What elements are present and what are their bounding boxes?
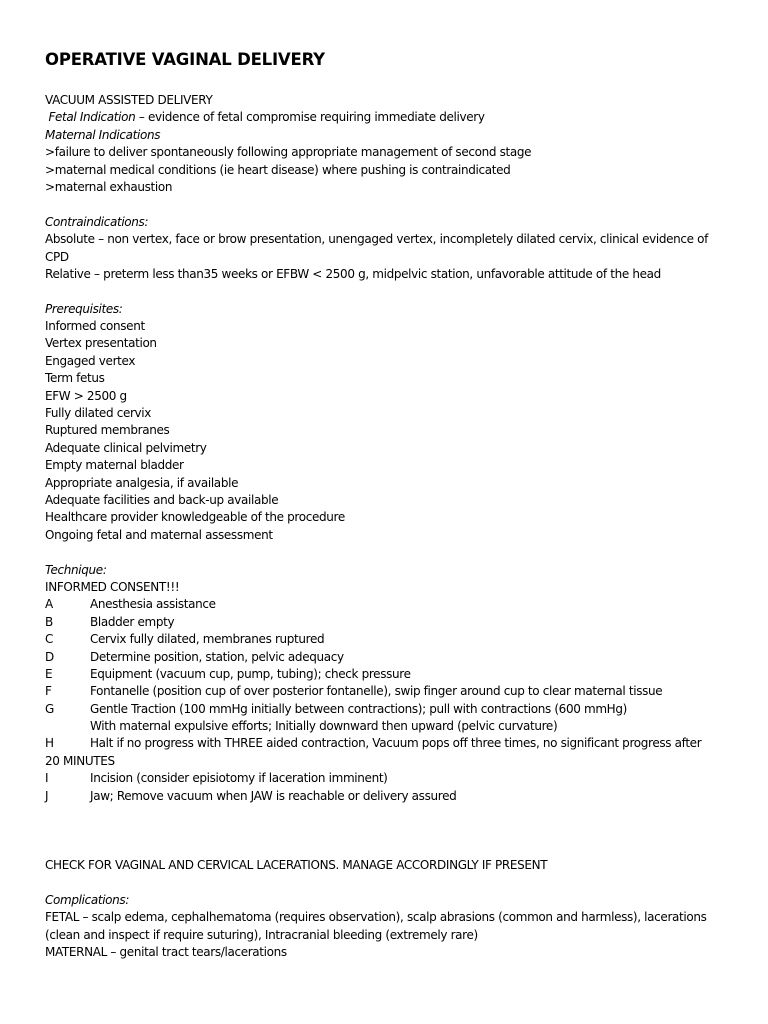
prerequisite-item: Ongoing fetal and maternal assessment bbox=[45, 527, 273, 542]
technique-steps bbox=[45, 596, 745, 805]
prerequisite-item: Adequate clinical pelvimetry bbox=[45, 440, 207, 455]
step-letter: F bbox=[45, 684, 52, 699]
prerequisite-item: Healthcare provider knowledgeable of the procedure bbox=[45, 510, 345, 525]
step-letter bbox=[45, 718, 90, 735]
step-text: Determine position, station, pelvic adequacy bbox=[90, 649, 344, 664]
technique-step bbox=[45, 649, 745, 666]
step-letter: A bbox=[45, 597, 53, 612]
prerequisite-item: Informed consent bbox=[45, 319, 145, 334]
fetal-indication-label: Fetal Indication bbox=[48, 110, 136, 125]
step-letter: C bbox=[45, 632, 54, 647]
step-text: Fontanelle (position cup of over posterior fontanelle), swip finger around cup to clear maternal tissue bbox=[90, 684, 663, 699]
maternal-indication-item: >maternal medical conditions (ie heart disease) where pushing is contraindicated bbox=[45, 162, 511, 177]
prerequisite-item: Appropriate analgesia, if available bbox=[45, 475, 239, 490]
prerequisites-list bbox=[45, 318, 745, 544]
technique-step-overflow: 20 MINUTES bbox=[45, 753, 115, 768]
fetal-indication bbox=[45, 109, 745, 126]
complication-fetal-cont: (clean and inspect if require suturing), Intracranial bleeding (extremely rare) bbox=[45, 927, 478, 942]
step-text: Cervix fully dilated, membranes ruptured bbox=[90, 632, 325, 647]
maternal-indications-label: Maternal Indications bbox=[45, 127, 161, 142]
technique-step bbox=[45, 735, 745, 752]
contraindication-absolute: Absolute – non vertex, face or brow presentation, unengaged vertex, incompletely dilated cervix, clinical evidence of bbox=[45, 232, 709, 247]
step-letter: E bbox=[45, 666, 53, 681]
technique-step bbox=[45, 683, 745, 700]
step-letter: J bbox=[45, 788, 49, 803]
technique-step bbox=[45, 631, 745, 648]
step-text: Gentle Traction (100 mmHg initially between contractions); pull with contractions (600 mmHg) bbox=[90, 701, 627, 716]
informed-consent-emphasis: INFORMED CONSENT!!! bbox=[45, 579, 180, 594]
vacuum-heading: VACUUM ASSISTED DELIVERY bbox=[45, 93, 213, 107]
step-text: Halt if no progress with THREE aided contraction, Vacuum pops off three times, no significant progress after bbox=[90, 736, 702, 751]
prerequisite-item: Ruptured membranes bbox=[45, 423, 170, 438]
prerequisite-item: Term fetus bbox=[45, 371, 105, 386]
step-text: With maternal expulsive efforts; Initially downward then upward (pelvic curvature) bbox=[90, 719, 558, 734]
contraindication-absolute-cont: CPD bbox=[45, 249, 69, 264]
technique-step-continuation bbox=[45, 718, 745, 735]
prerequisites-label: Prerequisites: bbox=[45, 301, 123, 316]
technique-step bbox=[45, 788, 745, 805]
maternal-indication-item: >failure to deliver spontaneously following appropriate management of second stage bbox=[45, 145, 532, 160]
prerequisite-item: Empty maternal bladder bbox=[45, 458, 184, 473]
step-text: Jaw; Remove vacuum when JAW is reachable or delivery assured bbox=[90, 788, 457, 803]
step-letter: G bbox=[45, 701, 54, 716]
complication-maternal: MATERNAL – genital tract tears/lacerations bbox=[45, 944, 287, 959]
maternal-indication-item: >maternal exhaustion bbox=[45, 179, 173, 194]
technique-step bbox=[45, 770, 745, 787]
step-letter: D bbox=[45, 649, 54, 664]
prerequisite-item: Fully dilated cervix bbox=[45, 406, 152, 421]
prerequisite-item: Adequate facilities and back-up available bbox=[45, 492, 279, 507]
document-page bbox=[45, 50, 745, 961]
step-text: Bladder empty bbox=[90, 614, 175, 629]
step-letter: I bbox=[45, 771, 49, 786]
step-letter: B bbox=[45, 614, 53, 629]
check-lacerations-note: CHECK FOR VAGINAL AND CERVICAL LACERATIONS. MANAGE ACCORDINGLY IF PRESENT bbox=[45, 858, 548, 873]
step-text: Incision (consider episiotomy if laceration imminent) bbox=[90, 771, 388, 786]
step-text: Equipment (vacuum cup, pump, tubing); check pressure bbox=[90, 666, 411, 681]
technique-step bbox=[45, 701, 745, 718]
technique-label: Technique: bbox=[45, 562, 107, 577]
prerequisite-item: Engaged vertex bbox=[45, 353, 136, 368]
fetal-indication-text: – evidence of fetal compromise requiring immediate delivery bbox=[135, 110, 485, 125]
contraindication-relative: Relative – preterm less than35 weeks or EFBW < 2500 g, midpelvic station, unfavorable attitude of the head bbox=[45, 266, 661, 281]
prerequisite-item: EFW > 2500 g bbox=[45, 388, 127, 403]
complication-fetal: FETAL – scalp edema, cephalhematoma (requires observation), scalp abrasions (common and harmless), lacerations bbox=[45, 910, 707, 925]
contraindications-label: Contraindications: bbox=[45, 214, 149, 229]
complications-label: Complications: bbox=[45, 892, 130, 907]
technique-step bbox=[45, 614, 745, 631]
technique-step bbox=[45, 596, 745, 613]
prerequisite-item: Vertex presentation bbox=[45, 336, 157, 351]
step-letter: H bbox=[45, 736, 54, 751]
technique-step bbox=[45, 666, 745, 683]
document-title: OPERATIVE VAGINAL DELIVERY bbox=[45, 50, 325, 69]
step-text: Anesthesia assistance bbox=[90, 597, 216, 612]
